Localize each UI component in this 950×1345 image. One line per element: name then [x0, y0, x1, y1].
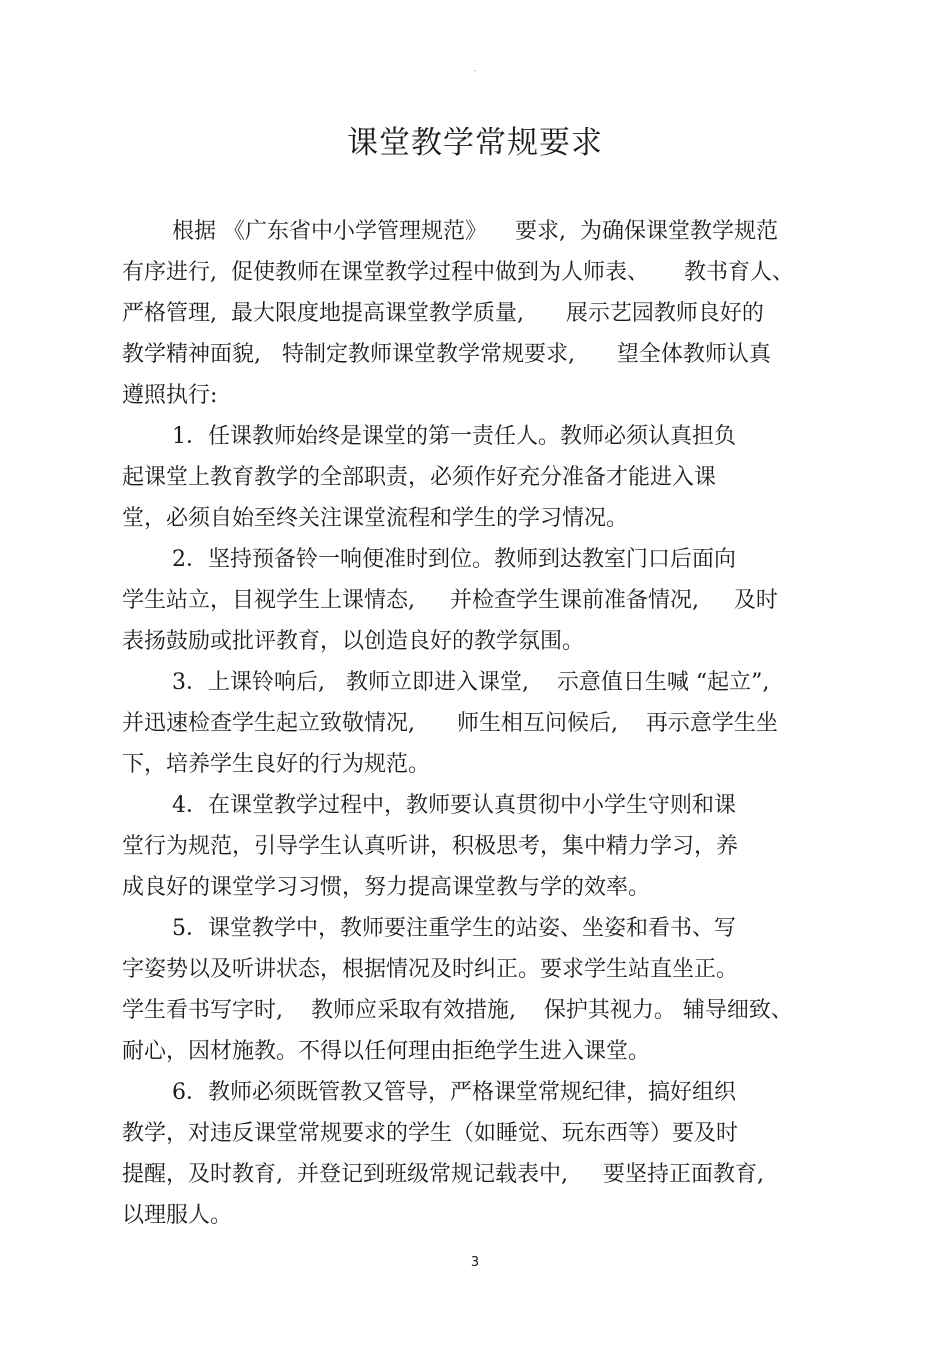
- page-number: 3: [470, 1255, 480, 1270]
- header-mark: -: [473, 66, 477, 75]
- text-line: 2．坚持预备铃一响便准时到位。教师到达教室门口后面向: [172, 547, 736, 572]
- text-line: 教学精神面貌, 特制定教师课堂教学常规要求, 望全体教师认真: [122, 342, 771, 367]
- text-line: 学生看书写字时, 教师应采取有效措施, 保护其视力。 辅导细致、: [122, 998, 793, 1023]
- text-line: 堂行为规范，引导学生认真听讲，积极思考，集中精力学习，养: [122, 834, 739, 859]
- text-line: 表扬鼓励或批评教育，以创造良好的教学氛围。: [122, 629, 585, 654]
- text-line: 起课堂上教育教学的全部职责，必须作好充分准备才能进入课: [122, 465, 717, 490]
- text-line: 堂，必须自始至终关注课堂流程和学生的学习情况。: [122, 506, 629, 531]
- text-line: 5．课堂教学中，教师要注重学生的站姿、坐姿和看书、写: [172, 916, 736, 941]
- text-line: 提醒，及时教育, 并登记到班级常规记载表中, 要坚持正面教育,: [122, 1162, 764, 1187]
- document-title: 课堂教学常规要求: [347, 125, 603, 161]
- text-line: 成良好的课堂学习习惯，努力提高课堂教与学的效率。: [122, 875, 651, 900]
- text-line: 学生站立，目视学生上课情态, 并检查学生课前准备情况, 及时: [122, 588, 778, 613]
- text-line: 有序进行, 促使教师在课堂教学过程中做到为人师表、 教书育人、: [122, 260, 794, 285]
- text-line: 1．任课教师始终是课堂的第一责任人。教师必须认真担负: [172, 424, 736, 449]
- text-line: 4．在课堂教学过程中，教师要认真贯彻中小学生守则和课: [172, 793, 736, 818]
- text-line: 遵照执行:: [122, 383, 218, 408]
- document-body: [122, 211, 830, 1236]
- text-line: 3．上课铃响后, 教师立即进入课堂, 示意值日生喊 “起立”,: [172, 670, 770, 695]
- text-line: 以理服人。: [122, 1203, 233, 1228]
- text-line: 耐心，因材施教。不得以任何理由拒绝学生进入课堂。: [122, 1039, 651, 1064]
- text-line: 教学，对违反课堂常规要求的学生（如睡觉、玩东西等）要及时: [122, 1121, 739, 1146]
- text-line: 下，培养学生良好的行为规范。: [122, 752, 431, 777]
- text-line: 根据 《广东省中小学管理规范》 要求, 为确保课堂教学规范: [172, 219, 778, 244]
- text-line: 并迅速检查学生起立致敬情况, 师生相互问候后, 再示意学生坐: [122, 711, 778, 736]
- text-line: 字姿势以及听讲状态，根据情况及时纠正。要求学生站直坐正。: [122, 957, 739, 982]
- text-line: 严格管理, 最大限度地提高课堂教学质量, 展示艺园教师良好的: [122, 301, 764, 326]
- text-line: 6．教师必须既管教又管导，严格课堂常规纪律，搞好组织: [172, 1080, 736, 1105]
